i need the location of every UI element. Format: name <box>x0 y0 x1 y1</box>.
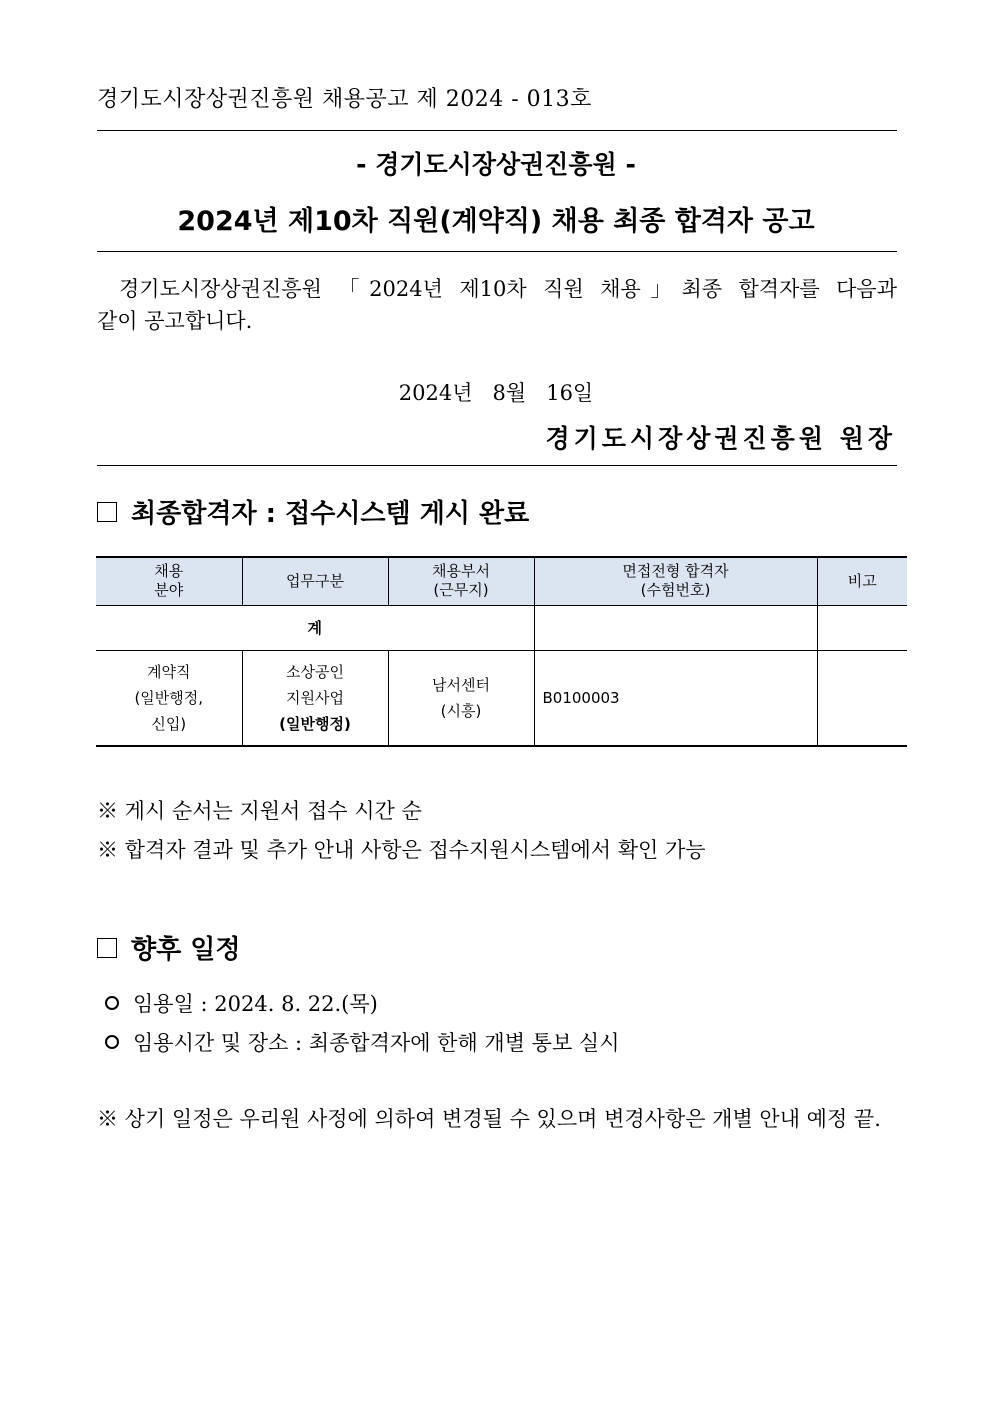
intro-line: 경기도시장상권진흥원 「2024년 제10차 직원 채용」최종 합격자를 다음과 <box>119 277 897 301</box>
intro-paragraph <box>97 273 897 337</box>
cell-exam-number: B0100003 <box>534 650 817 746</box>
intro-line: 같이 공고합니다. <box>97 309 253 333</box>
page-title: 2024년 제10차 직원(계약직) 채용 최종 합격자 공고 <box>177 206 815 237</box>
section-title: 최종합격자 : 접수시스템 게시 완료 <box>131 499 530 529</box>
circle-bullet-icon <box>105 996 119 1010</box>
header-work: 업무구분 <box>242 557 388 605</box>
cell-work: 소상공인 지원사업 (일반행정) <box>242 650 388 746</box>
announcement-date: 2024년 8월 16일 <box>398 381 594 405</box>
table-row <box>96 650 907 746</box>
checkbox-square-icon <box>97 938 117 958</box>
divider <box>97 251 897 252</box>
signer: 경기도시장상권진흥원 원장 <box>545 424 896 453</box>
table-total-row <box>96 605 907 650</box>
header-remark: 비고 <box>817 557 907 605</box>
cell-field: 계약직 (일반행정, 신입) <box>96 650 242 746</box>
section-heading-final <box>97 493 529 530</box>
cell-remark <box>817 650 907 746</box>
note-item: ※ 합격자 결과 및 추가 안내 사항은 접수지원시스템에서 확인 가능 <box>97 838 706 862</box>
schedule-item: 임용시간 및 장소 : 최종합격자에 한해 개별 통보 실시 <box>105 1027 619 1057</box>
notice-number: 경기도시장상권진흥원 채용공고 제 2024 - 013호 <box>97 87 592 112</box>
note-item: ※ 게시 순서는 지원서 접수 시간 순 <box>97 799 422 823</box>
total-remark <box>817 605 907 650</box>
table-header-row <box>96 557 907 605</box>
total-candidate <box>534 605 817 650</box>
section-title: 향후 일정 <box>131 935 241 965</box>
organization-title: - 경기도시장상권진흥원 - <box>356 150 636 179</box>
schedule-item: 임용일 : 2024. 8. 22.(목) <box>105 988 378 1018</box>
section-heading-schedule <box>97 929 241 966</box>
divider <box>97 465 897 466</box>
final-note: ※ 상기 일정은 우리원 사정에 의하여 변경될 수 있으며 변경사항은 개별 안내 예정 끝. <box>97 1107 881 1131</box>
divider <box>97 130 897 131</box>
header-department: 채용부서 (근무지) <box>388 557 534 605</box>
total-label: 계 <box>96 605 534 650</box>
result-table <box>96 556 907 747</box>
circle-bullet-icon <box>105 1035 119 1049</box>
cell-department: 남서센터 (시흥) <box>388 650 534 746</box>
checkbox-square-icon <box>97 502 117 522</box>
header-candidate: 면접전형 합격자 (수험번호) <box>534 557 817 605</box>
header-field: 채용 분야 <box>96 557 242 605</box>
